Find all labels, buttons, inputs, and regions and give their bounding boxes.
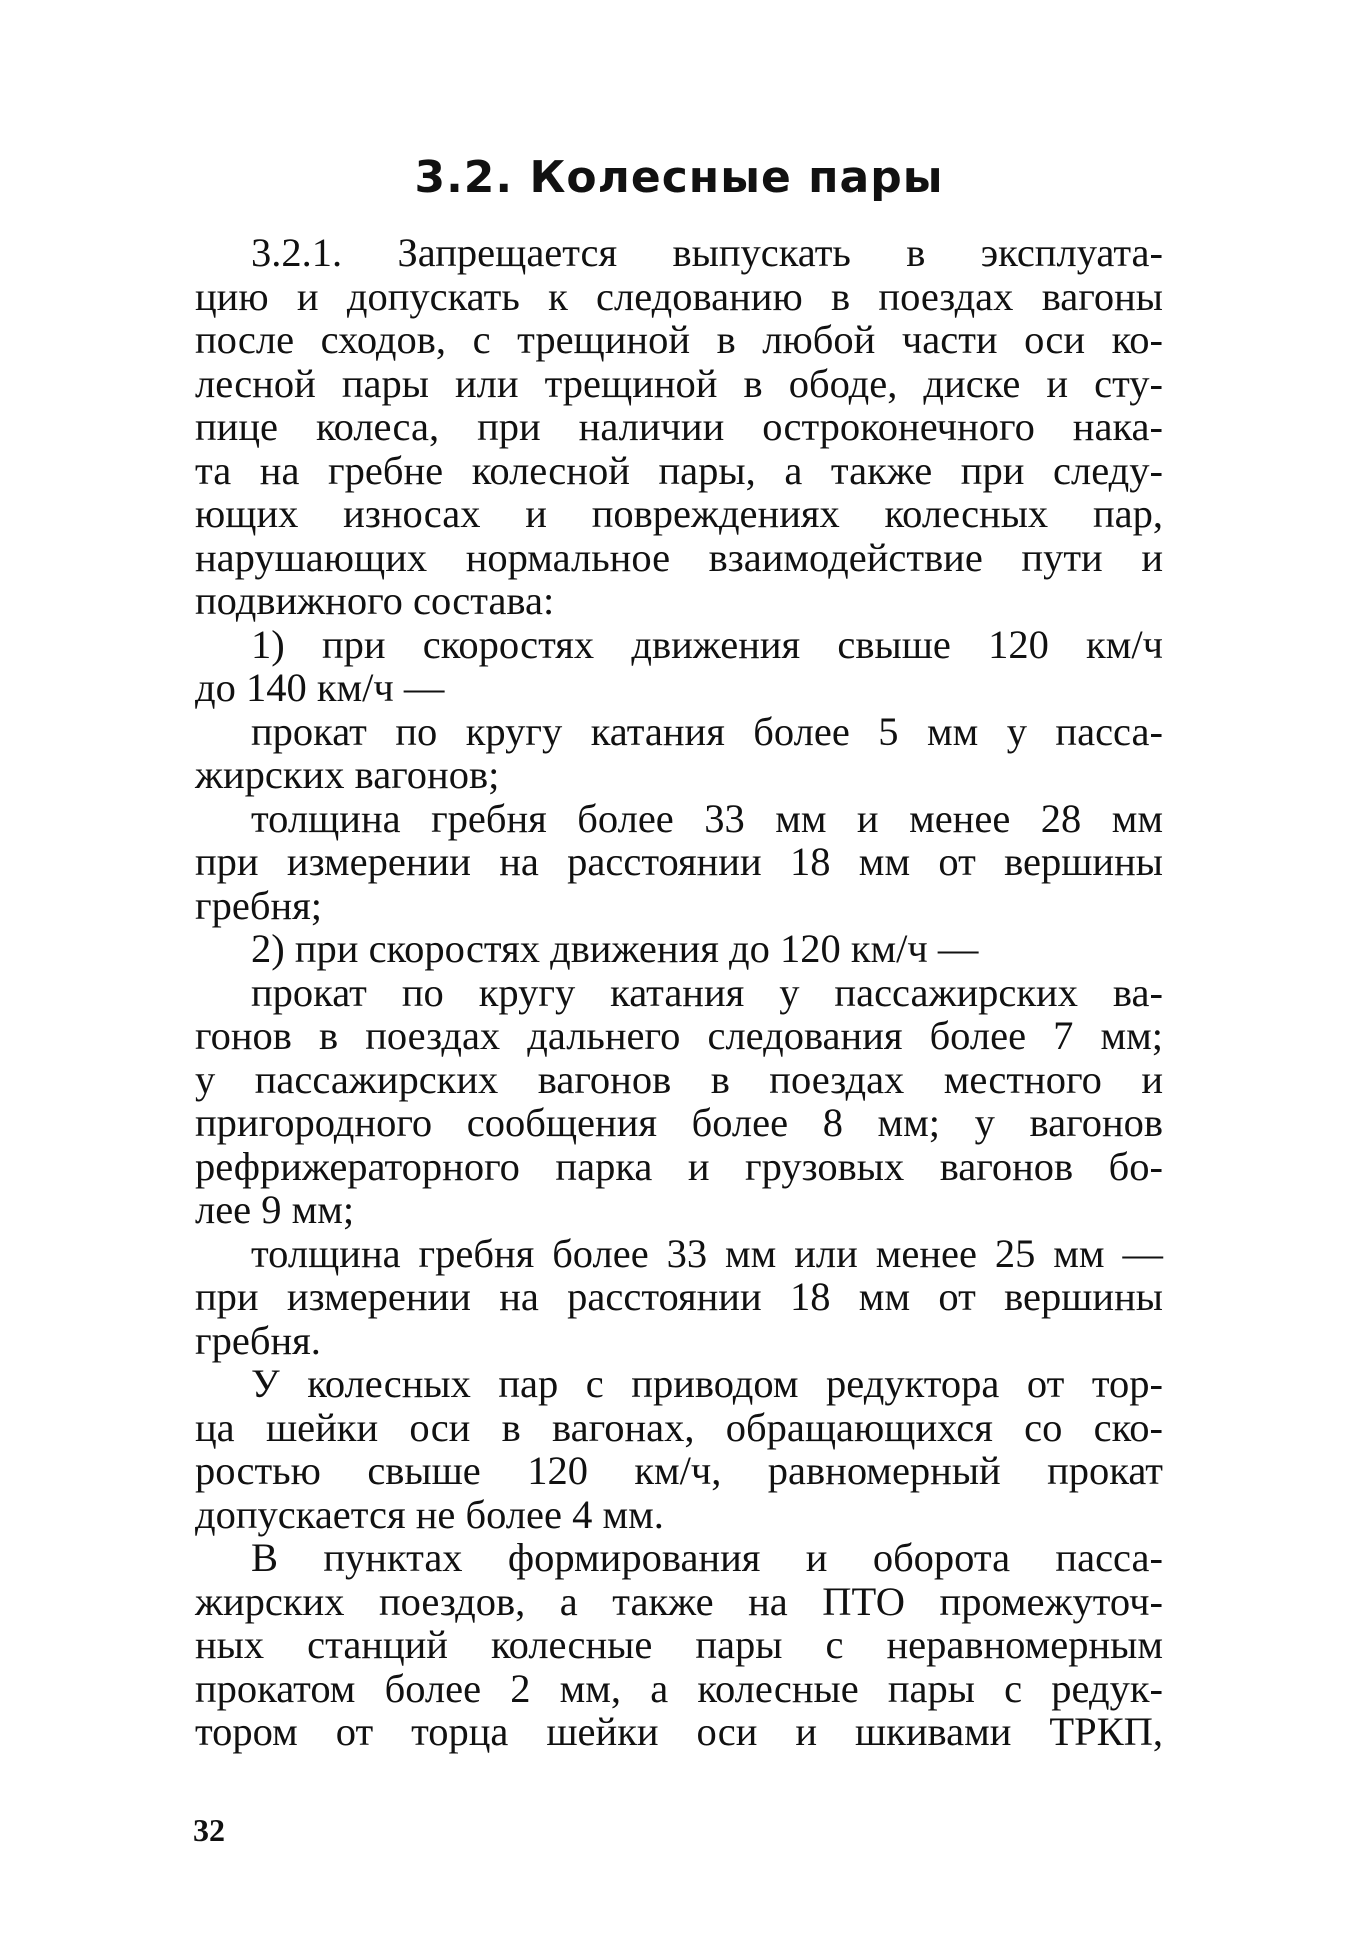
text-line: ных станций колесные пары с неравномерным bbox=[195, 1622, 1163, 1667]
text-line: пригородного сообщения более 8 мм; у вагонов bbox=[195, 1100, 1163, 1145]
text-line: гребня. bbox=[195, 1317, 321, 1363]
text-line: жирских вагонов; bbox=[195, 752, 500, 797]
text-line: гонов в поездах дальнего следования более 7 мм; bbox=[195, 1013, 1163, 1058]
text-line: ца шейки оси в вагонах, обращающихся со ско- bbox=[195, 1404, 1163, 1450]
text-line: 2) при скоростях движения до 120 км/ч — bbox=[251, 926, 979, 971]
text-line: у пассажирских вагонов в поездах местного и bbox=[195, 1056, 1163, 1102]
text-line: цию и допускать к следованию в поездах вагоны bbox=[195, 273, 1163, 319]
text-line: прокатом более 2 мм, а колесные пары с редук- bbox=[195, 1665, 1163, 1711]
text-line: рефрижераторного парка и грузовых вагонов бо- bbox=[195, 1143, 1163, 1189]
text-line: ростью свыше 120 км/ч, равномерный прокат bbox=[195, 1448, 1163, 1493]
text-line: жирских поездов, а также на ПТО промежуточ- bbox=[195, 1578, 1163, 1624]
text-line: 3.2.1. Запрещается выпускать в эксплуата- bbox=[251, 230, 1163, 275]
text-line: та на гребне колесной пары, а также при следу- bbox=[195, 447, 1163, 493]
text-line: лее 9 мм; bbox=[195, 1187, 355, 1232]
text-line: лесной пары или трещиной в ободе, диске и сту- bbox=[195, 360, 1163, 406]
text-line: допускается не более 4 мм. bbox=[195, 1491, 664, 1537]
text-line: 1) при скоростях движения свыше 120 км/ч bbox=[251, 621, 1163, 667]
page-number: 32 bbox=[193, 1812, 225, 1848]
text-line: при измерении на расстоянии 18 мм от вершины bbox=[195, 839, 1163, 884]
body-text bbox=[195, 231, 1163, 1754]
text-line: прокат по кругу катания у пассажирских ва- bbox=[251, 969, 1163, 1015]
text-line: при измерении на расстоянии 18 мм от вершины bbox=[195, 1274, 1163, 1319]
section-heading: 3.2. Колесные пары bbox=[414, 152, 944, 203]
text-line: У колесных пар с приводом редуктора от тор- bbox=[251, 1361, 1163, 1406]
text-line: В пунктах формирования и оборота пасса- bbox=[251, 1535, 1163, 1580]
text-line: подвижного состава: bbox=[195, 578, 555, 623]
text-line: ющих износах и повреждениях колесных пар, bbox=[195, 491, 1163, 536]
text-line: после сходов, с трещиной в любой части оси ко- bbox=[195, 317, 1163, 362]
text-line: тором от торца шейки оси и шкивами ТРКП, bbox=[195, 1709, 1163, 1754]
text-line: толщина гребня более 33 мм или менее 25 мм — bbox=[251, 1230, 1163, 1276]
text-line: прокат по кругу катания более 5 мм у пасса- bbox=[251, 708, 1163, 754]
text-line: пице колеса, при наличии остроконечного нака- bbox=[195, 404, 1163, 449]
text-line: гребня; bbox=[195, 882, 322, 928]
text-line: до 140 км/ч — bbox=[195, 665, 445, 710]
text-line: толщина гребня более 33 мм и менее 28 мм bbox=[251, 795, 1163, 841]
text-line: нарушающих нормальное взаимодействие пути и bbox=[195, 534, 1163, 580]
